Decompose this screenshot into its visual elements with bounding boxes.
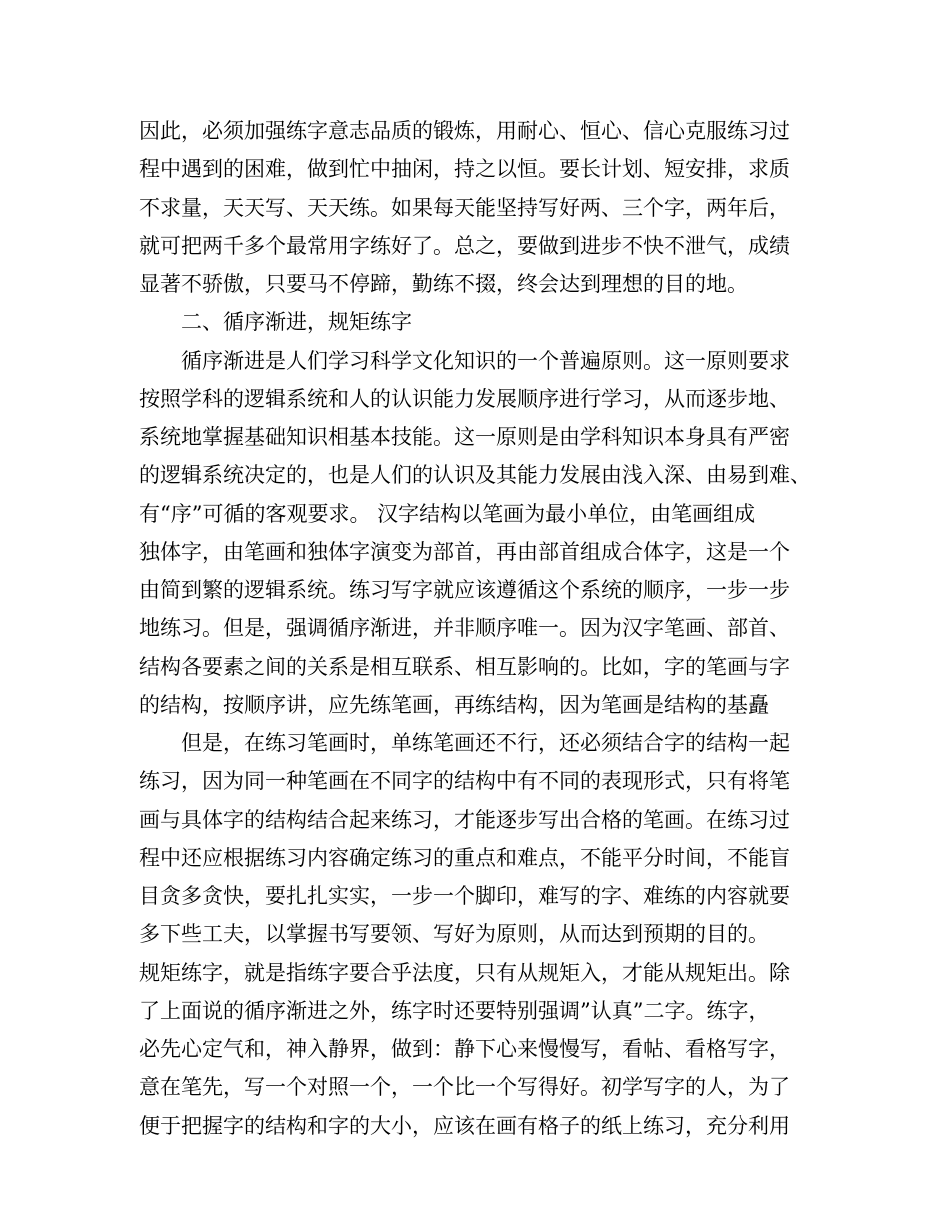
text-line: 练习，因为同一种笔画在不同字的结构中有不同的表现形式，只有将笔: [139, 769, 790, 794]
text-line: 循序渐进是人们学习科学文化知识的一个普遍原则。这一原则要求: [181, 348, 790, 373]
text-line: 结构各要素之间的关系是相互联系、相互影响的。比如，字的笔画与字: [139, 654, 790, 679]
text-line: 必先心定气和，神入静界，做到：静下心来慢慢写，看帖、看格写字，: [139, 1037, 790, 1061]
text-line: 规矩练字，就是指练字要合乎法度，只有从规矩入，才能从规矩出。除: [139, 960, 790, 985]
text-line: 的逻辑系统决定的，也是人们的认识及其能力发展由浅入深、由易到难、: [139, 463, 811, 488]
text-line: 就可把两千多个最常用字练好了。总之，要做到进步不快不泄气，成绩: [139, 233, 790, 258]
text-line: 的结构，按顺序讲，应先练笔画，再练结构，因为笔画是结构的基矗: [139, 692, 769, 717]
text-line: 独体字，由笔画和独体字演变为部首，再由部首组成合体字，这是一个: [139, 539, 790, 564]
text-line: 不求量，天天写、天天练。如果每天能坚持写好两、三个字，两年后，: [139, 195, 790, 220]
text-line: 目贪多贪快，要扎扎实实，一步一个脚印，难写的字、难练的内容就要: [139, 884, 790, 908]
text-line: 按照学科的逻辑系统和人的认识能力发展顺序进行学习，从而逐步地、: [139, 386, 790, 411]
text-line: 但是，在练习笔画时，单练笔画还不行，还必须结合字的结构一起: [181, 731, 790, 755]
text-line: 了上面说的循序渐进之外，练字时还要特别强调”认真”二字。练字，: [139, 998, 770, 1023]
text-line: 由简到繁的逻辑系统。练习写字就应该遵循这个系统的顺序，一步一步: [139, 578, 790, 602]
text-line: 显著不骄傲，只要马不停蹄，勤练不掇，终会达到理想的目的地。: [139, 272, 748, 296]
text-line: 便于把握字的结构和字的大小，应该在画有格子的纸上练习，充分利用: [139, 1113, 790, 1138]
document-body: [139, 112, 839, 1145]
text-line: 系统地掌握基础知识相基本技能。这一原则是由学科知识本身具有严密: [139, 425, 790, 449]
text-line: 因此，必须加强练字意志品质的锻炼，用耐心、恒心、信心克服练习过: [139, 119, 790, 143]
text-line: 地练习。但是，强调循序渐进，并非顺序唯一。因为汉字笔画、部首、: [139, 616, 790, 641]
text-line: 多下些工夫，以掌握书写要领、写好为原则，从而达到预期的目的。: [139, 922, 769, 947]
text-line: 有“序”可循的客观要求。 汉字结构以笔画为最小单位，由笔画组成: [139, 501, 756, 526]
section-heading: 二、循序渐进，规矩练字: [181, 310, 412, 335]
text-line: 程中遇到的困难，做到忙中抽闲，持之以恒。要长计划、短安排，求质: [139, 157, 790, 182]
text-line: 画与具体字的结构结合起来练习，才能逐步写出合格的笔画。在练习过: [139, 807, 790, 832]
text-line: 程中还应根据练习内容确定练习的重点和难点，不能平分时间，不能盲: [139, 845, 790, 870]
text-line: 意在笔先，写一个对照一个，一个比一个写得好。初学写字的人，为了: [139, 1075, 790, 1100]
